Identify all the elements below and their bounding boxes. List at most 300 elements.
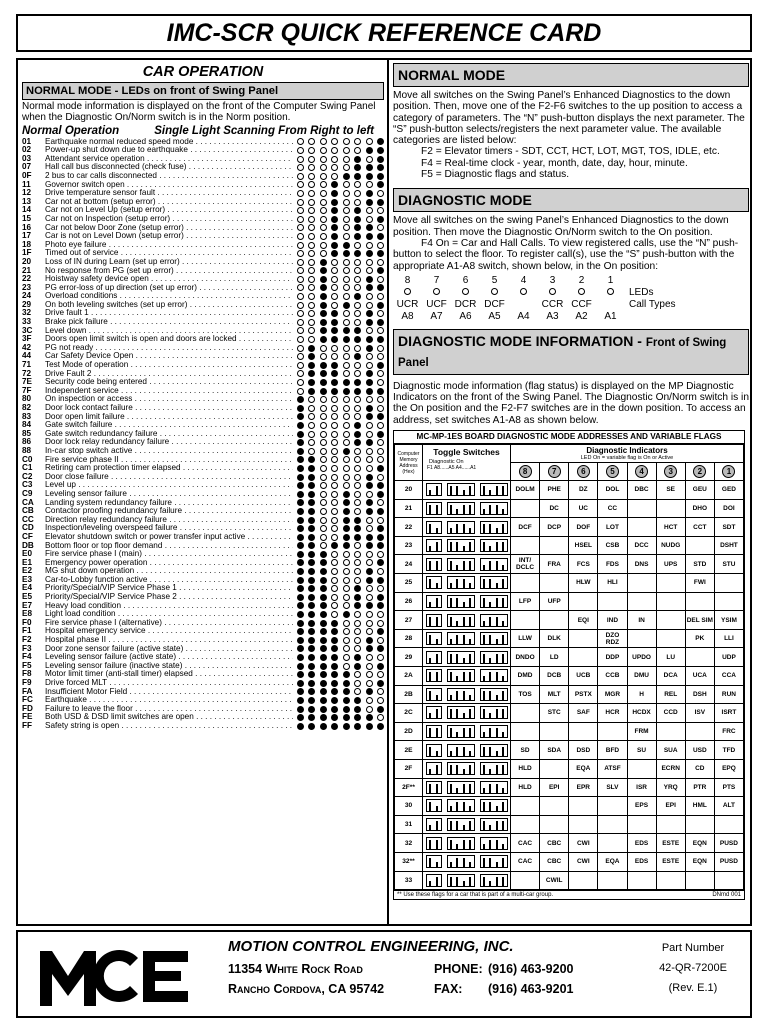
led-on-icon (297, 551, 304, 558)
led-off-icon (377, 474, 384, 481)
code-description: Priority/Special/VIP Service Phase 2 . . . (45, 593, 293, 602)
flag-cell (685, 722, 714, 741)
led-off-icon (331, 611, 338, 618)
led-pattern (293, 654, 384, 661)
address-cell: 33 (395, 871, 423, 890)
toggle-switch-icon (426, 521, 442, 534)
led-off-icon (343, 439, 350, 446)
code-value: CC (22, 514, 34, 524)
led-off-icon (354, 628, 361, 635)
led-on-icon (343, 388, 350, 395)
toggle-switch-cell (423, 704, 511, 723)
code-description: Bottom floor or top floor demand . . . (45, 542, 293, 551)
code-row (22, 309, 384, 318)
led-pattern (293, 585, 384, 592)
led-on-icon (320, 259, 327, 266)
flag-cell: FWI (685, 574, 714, 593)
code-row (22, 292, 384, 301)
led-off-icon (320, 207, 327, 214)
led-on-icon (354, 164, 361, 171)
code-description: On both leveling switches (set up error) . . . (45, 301, 293, 310)
led-off-icon (343, 645, 350, 652)
led-off-icon (308, 327, 315, 334)
address-cell: 2C (395, 704, 423, 723)
led-on-icon (354, 602, 361, 609)
code-description: Governor switch open . . . (45, 181, 293, 190)
led-on-icon (297, 508, 304, 515)
code-value: 21 (22, 265, 32, 275)
flag-cell (656, 815, 685, 834)
led-off-icon (377, 370, 384, 377)
led-pattern (293, 714, 384, 721)
led-symbol-cell (480, 287, 509, 298)
diagnostic-mode-text: Move all switches on the swing Panel’s Enhanced Diagnostics to the down position. Then move the Diagnostic On/Norm switch to the On position. (393, 215, 729, 238)
led-off-icon (320, 448, 327, 455)
code-value: 13 (22, 196, 32, 206)
led-off-icon (297, 319, 304, 326)
led-off-icon (366, 267, 373, 274)
code-description: PG error-loss of up direction (set up error) . . . (45, 284, 293, 293)
led-off-icon (320, 542, 327, 549)
table-footnote: ** Use these flags for a car that is part of a multi-car group. (397, 892, 554, 899)
code-row (22, 627, 384, 636)
code-value: 7E (22, 377, 33, 387)
code-row (22, 542, 384, 551)
toggle-subtitle-2: F1 A8......A5 A4......A1 (427, 465, 477, 472)
led-on-icon (297, 517, 304, 524)
led-off-icon (343, 207, 350, 214)
led-off-icon (320, 396, 327, 403)
address-cell: 2F** (395, 778, 423, 797)
normal-mode-item: F5 = Diagnostic flags and status. (421, 169, 570, 181)
flag-cell: DSD (569, 741, 598, 760)
flag-cell: PHE (540, 481, 569, 500)
led-pattern (293, 697, 384, 704)
led-on-icon (366, 482, 373, 489)
toggle-switch-icon (480, 632, 508, 645)
toggle-switch-icon (480, 651, 508, 664)
led-symbol-cell (596, 287, 625, 298)
flag-cell (511, 704, 540, 723)
led-off-icon (354, 456, 361, 463)
led-on-icon (320, 276, 327, 283)
toggle-switch-icon (480, 855, 508, 868)
led-on-icon (354, 723, 361, 730)
led-off-icon (297, 181, 304, 188)
led-off-icon (308, 405, 315, 412)
toggle-switch-cell (423, 871, 511, 890)
led-off-icon (343, 663, 350, 670)
code-value: 18 (22, 239, 32, 249)
led-off-icon (297, 379, 304, 386)
led-off-icon (354, 542, 361, 549)
led-off-icon (377, 620, 384, 627)
led-off-icon (343, 233, 350, 240)
led-on-icon (354, 706, 361, 713)
led-off-icon (320, 525, 327, 532)
led-off-icon (343, 568, 350, 575)
toggle-switch-icon (480, 688, 508, 701)
led-off-icon (308, 233, 315, 240)
address-cell: 32** (395, 852, 423, 871)
code-description: Drive forced MLT . . . (45, 679, 293, 688)
address-cell: 26 (395, 592, 423, 611)
code-row (22, 481, 384, 490)
table-row (395, 852, 744, 871)
led-on-icon (297, 559, 304, 566)
led-pattern (293, 671, 384, 678)
led-off-icon (331, 517, 338, 524)
address-cell: 27 (395, 611, 423, 630)
code-row (22, 533, 384, 542)
led-on-icon (354, 224, 361, 231)
led-off-icon (308, 216, 315, 223)
led-on-icon (331, 697, 338, 704)
flag-cell (511, 499, 540, 518)
flag-cell: ESTE (656, 834, 685, 853)
toggle-switch-icon (426, 762, 442, 775)
toggle-switch-icon (480, 558, 508, 571)
led-on-icon (343, 508, 350, 515)
led-off-icon (366, 465, 373, 472)
flag-cell: CC (598, 499, 627, 518)
toggle-switch-icon (447, 521, 475, 534)
flag-cell: UFP (540, 592, 569, 611)
led-off-icon (308, 190, 315, 197)
led-off-icon (320, 216, 327, 223)
led-pattern (293, 620, 384, 627)
led-on-icon (366, 413, 373, 420)
led-off-icon (343, 654, 350, 661)
led-off-icon (343, 190, 350, 197)
code-description: Leveling sensor failure (inactive state) . . . (45, 662, 293, 671)
flag-cell: GEU (685, 481, 714, 500)
led-off-icon (297, 250, 304, 257)
led-on-icon (308, 362, 315, 369)
toggle-switch-icon (480, 781, 508, 794)
flag-cell: GED (714, 481, 743, 500)
led-number: 1 (607, 275, 614, 287)
led-off-icon (308, 284, 315, 291)
led-on-icon (331, 233, 338, 240)
led-pattern (293, 336, 384, 343)
address-cell: 2B (395, 685, 423, 704)
switch-name: A2 (575, 311, 588, 323)
led-on-icon (308, 628, 315, 635)
led-symbol-cell (509, 287, 538, 298)
led-off-icon (343, 181, 350, 188)
led-off-icon (343, 413, 350, 420)
led-on-icon (377, 250, 384, 257)
flag-cell (627, 815, 656, 834)
code-description: In-car stop switch active . . . (45, 447, 293, 456)
led-off-icon (331, 602, 338, 609)
code-description: Door lock contact failure . . . (45, 404, 293, 413)
diagnostic-info-heading-main: DIAGNOSTIC MODE INFORMATION - (398, 332, 642, 349)
code-description: Drive temperature sensor fault . . . (45, 189, 293, 198)
led-off-icon (377, 439, 384, 446)
code-row (22, 438, 384, 447)
led-off-icon (320, 164, 327, 171)
toggle-switch-icon (447, 539, 475, 552)
led-off-icon (366, 181, 373, 188)
flag-cell: EQI (569, 611, 598, 630)
code-value: E8 (22, 609, 33, 619)
led-on-icon (331, 688, 338, 695)
flag-cell: UCA (685, 666, 714, 685)
led-on-icon (308, 491, 315, 498)
code-description: Door zone sensor failure (active state) . . . (45, 645, 293, 654)
code-row (22, 705, 384, 714)
led-on-icon (320, 654, 327, 661)
led-on-icon (331, 190, 338, 197)
document-reference: DNmd 001 (712, 892, 741, 899)
led-on-icon (377, 594, 384, 601)
led-on-icon (377, 628, 384, 635)
led-pattern (293, 482, 384, 489)
code-row (22, 378, 384, 387)
led-pattern (293, 216, 384, 223)
flag-cell (627, 499, 656, 518)
led-off-icon (308, 439, 315, 446)
flag-cell: PUSD (714, 852, 743, 871)
led-pattern (293, 370, 384, 377)
led-on-icon (377, 284, 384, 291)
led-off-icon (331, 345, 338, 352)
flag-cell (540, 536, 569, 555)
led-off-icon (343, 216, 350, 223)
code-row (22, 507, 384, 516)
flag-cell (685, 648, 714, 667)
led-off-icon (297, 370, 304, 377)
led-off-icon (331, 422, 338, 429)
fax-label: FAX: (434, 982, 463, 996)
code-row (22, 215, 384, 224)
led-off-icon (308, 224, 315, 231)
led-off-icon (331, 353, 338, 360)
led-on-icon (366, 164, 373, 171)
led-on-icon (354, 431, 361, 438)
toggle-switch-icon (426, 781, 442, 794)
flag-cell: DCB (540, 666, 569, 685)
code-row (22, 370, 384, 379)
toggle-switch-icon (426, 725, 442, 738)
led-off-icon (331, 568, 338, 575)
flag-cell: STU (714, 555, 743, 574)
led-on-icon (320, 370, 327, 377)
led-on-icon (308, 465, 315, 472)
address-cell: 22 (395, 518, 423, 537)
flag-cell: HLD (511, 759, 540, 778)
code-value: 83 (22, 411, 32, 421)
flag-cell: HSEL (569, 536, 598, 555)
code-row (22, 499, 384, 508)
address-cell: 23 (395, 536, 423, 555)
led-on-icon (354, 517, 361, 524)
toggle-switch-cell (423, 499, 511, 518)
flag-cell: MGR (598, 685, 627, 704)
led-off-icon (343, 224, 350, 231)
led-on-icon (377, 508, 384, 515)
code-row (22, 490, 384, 499)
code-value: 88 (22, 445, 32, 455)
led-off-icon (297, 362, 304, 369)
flag-cell (627, 592, 656, 611)
code-row (22, 421, 384, 430)
code-value: 86 (22, 437, 32, 447)
led-off-icon (343, 482, 350, 489)
led-off-icon (343, 465, 350, 472)
led-number-row (393, 275, 749, 287)
code-row (22, 662, 384, 671)
led-on-icon (308, 508, 315, 515)
led-on-icon (354, 388, 361, 395)
led-off-icon (366, 559, 373, 566)
led-on-icon (343, 706, 350, 713)
led-off-icon (320, 465, 327, 472)
code-value: 07 (22, 162, 32, 172)
led-pattern (293, 259, 384, 266)
led-on-icon (354, 353, 361, 360)
flag-cell: FDS (598, 555, 627, 574)
led-on-icon (377, 173, 384, 180)
code-value: DB (22, 540, 34, 550)
led-circle-icon (578, 288, 585, 295)
led-on-icon (366, 319, 373, 326)
flag-cell: RUN (714, 685, 743, 704)
diagnostic-mode-heading: DIAGNOSTIC MODE (393, 188, 749, 212)
call-type: UCR (396, 299, 419, 311)
led-on-icon (297, 602, 304, 609)
led-off-icon (331, 164, 338, 171)
led-on-icon (308, 388, 315, 395)
code-value: 3F (22, 334, 32, 344)
toggle-switch-icon (426, 744, 442, 757)
led-on-icon (308, 602, 315, 609)
table-row (395, 666, 744, 685)
code-value: 23 (22, 282, 32, 292)
led-on-icon (297, 499, 304, 506)
led-off-icon (366, 216, 373, 223)
led-off-icon (354, 671, 361, 678)
led-pattern (293, 345, 384, 352)
call-type-row (393, 299, 749, 311)
code-description: Power-up shut down due to earthquake . . . (45, 146, 293, 155)
led-off-icon (297, 310, 304, 317)
flag-cell: CCT (685, 518, 714, 537)
led-off-icon (343, 164, 350, 171)
indicator-number: 2 (693, 465, 706, 478)
led-off-icon (354, 491, 361, 498)
led-on-icon (308, 714, 315, 721)
led-off-icon (320, 534, 327, 541)
flag-cell: ESTE (656, 852, 685, 871)
toggle-switch-cell (423, 518, 511, 537)
led-on-icon (354, 336, 361, 343)
led-off-icon (354, 448, 361, 455)
led-on-icon (297, 542, 304, 549)
code-value: F5 (22, 660, 32, 670)
led-off-icon (366, 620, 373, 627)
code-row (22, 361, 384, 370)
led-off-icon (308, 293, 315, 300)
address-flag-grid (394, 444, 744, 890)
led-on-icon (366, 723, 373, 730)
flag-cell (627, 871, 656, 890)
led-on-icon (343, 680, 350, 687)
led-off-icon (331, 525, 338, 532)
flag-cell: IN (627, 611, 656, 630)
toggle-switch-cell (423, 741, 511, 760)
flag-cell: CWIL (540, 871, 569, 890)
flag-cell: HML (685, 797, 714, 816)
led-on-icon (354, 534, 361, 541)
table-row (395, 592, 744, 611)
code-row (22, 602, 384, 611)
led-on-icon (320, 645, 327, 652)
indicator-number: 4 (635, 465, 648, 478)
flag-cell: DCA (656, 666, 685, 685)
led-on-icon (331, 327, 338, 334)
code-description: Level down . . . (45, 327, 293, 336)
led-on-icon (308, 542, 315, 549)
flag-cell (598, 815, 627, 834)
flag-cell (627, 518, 656, 537)
led-off-icon (343, 585, 350, 592)
led-pattern (293, 456, 384, 463)
code-description: Elevator shutdown switch or power transfer input active . . . (45, 533, 293, 542)
flag-cell: CAC (511, 834, 540, 853)
led-pattern (293, 362, 384, 369)
table-row (395, 815, 744, 834)
flag-cell: CAC (511, 852, 540, 871)
led-pattern (293, 465, 384, 472)
toggle-switch-icon (426, 539, 442, 552)
code-value: 11 (22, 179, 31, 189)
code-value: FA (22, 686, 33, 696)
table-title: MC-MP-1ES BOARD DIAGNOSTIC MODE ADDRESSES AND VARIABLE FLAGS (394, 431, 744, 444)
code-description: Brake pick failure . . . (45, 318, 293, 327)
led-off-icon (377, 259, 384, 266)
led-on-icon (366, 568, 373, 575)
led-symbol-row (393, 287, 749, 299)
led-on-icon (320, 327, 327, 334)
indicator-cell (656, 463, 685, 481)
led-number: 5 (491, 275, 498, 287)
led-pattern (293, 706, 384, 713)
led-pattern (293, 491, 384, 498)
code-row (22, 619, 384, 628)
toggle-subtitle: Diagnostic On (429, 459, 464, 466)
flag-cell: SU (627, 741, 656, 760)
led-pattern (293, 723, 384, 730)
flag-cell: SDA (540, 741, 569, 760)
led-on-icon (308, 723, 315, 730)
led-pattern (293, 147, 384, 154)
led-on-icon (308, 517, 315, 524)
led-off-icon (320, 156, 327, 163)
led-on-icon (366, 714, 373, 721)
toggle-switch-icon (480, 502, 508, 515)
led-on-icon (377, 663, 384, 670)
led-off-icon (331, 173, 338, 180)
led-pattern (293, 448, 384, 455)
led-pattern (293, 559, 384, 566)
led-off-icon (331, 284, 338, 291)
led-on-icon (354, 422, 361, 429)
led-on-icon (331, 181, 338, 188)
led-off-icon (366, 706, 373, 713)
